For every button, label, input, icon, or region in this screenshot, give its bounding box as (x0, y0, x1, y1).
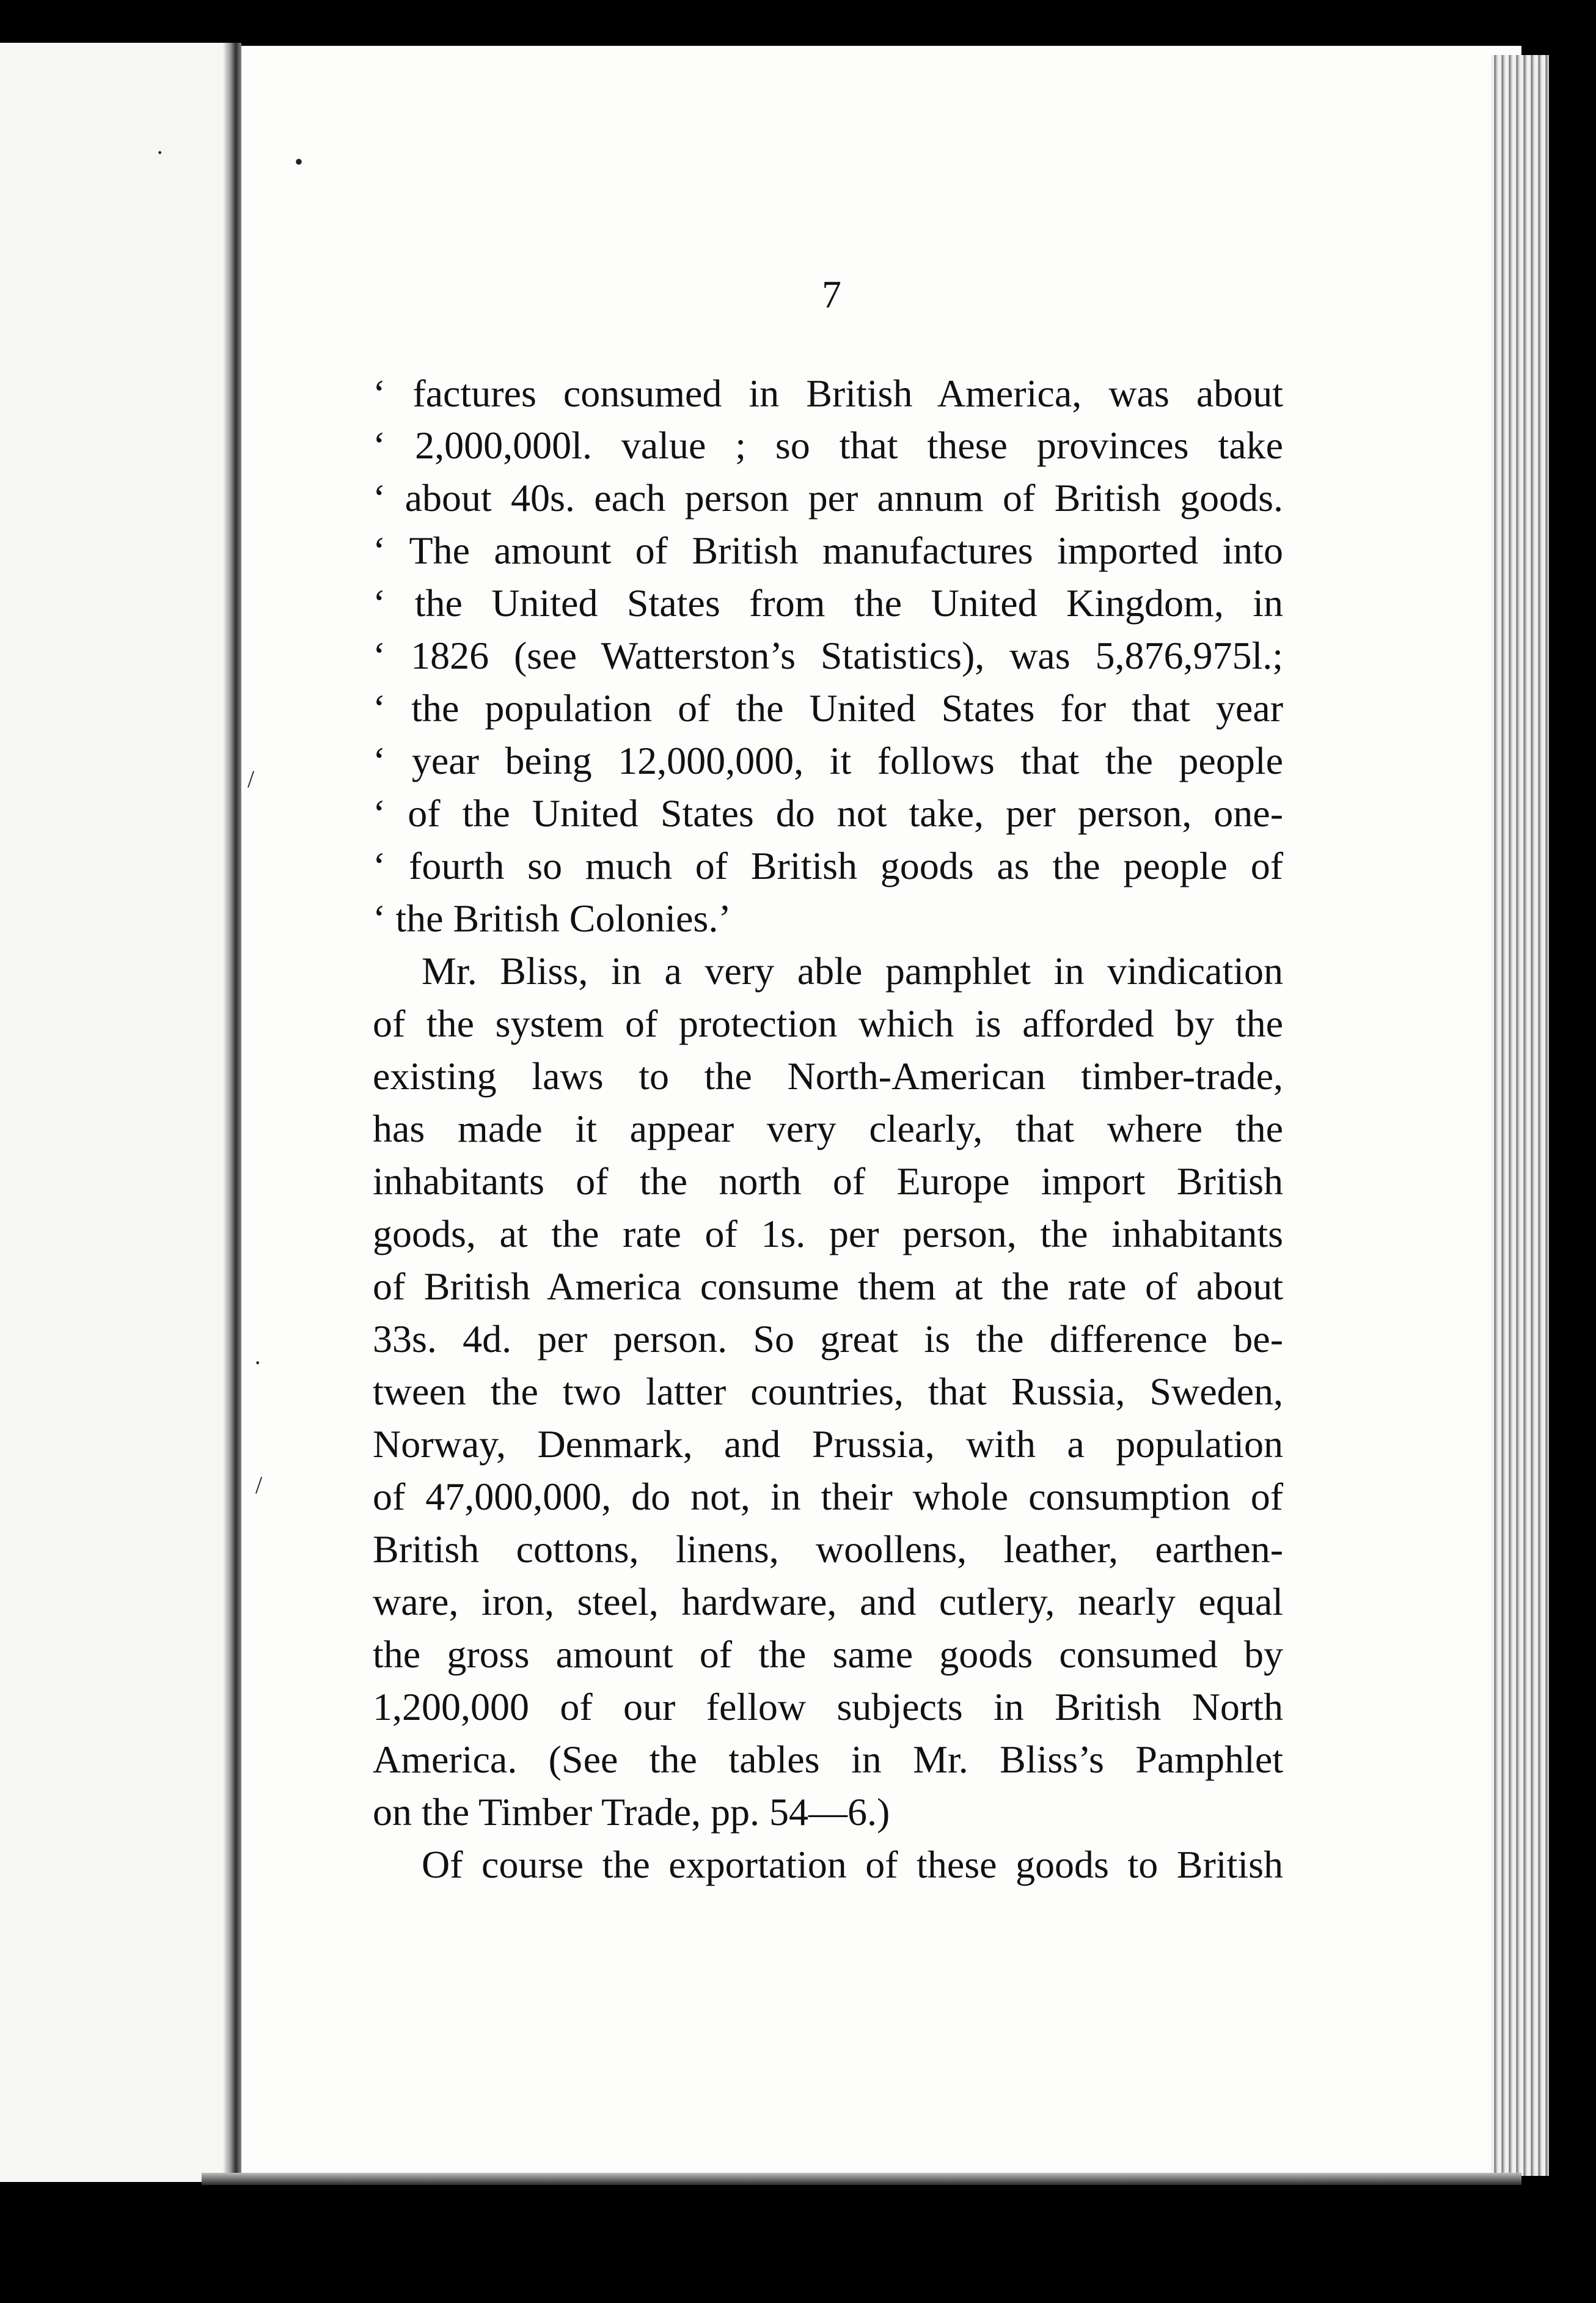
text-line: ‘ 1826 (see Watterston’s Statistics), was 5,876,975l.; (373, 634, 1283, 677)
text-line: Mr. Bliss, in a very able pamphlet in vindication (422, 949, 1283, 993)
text-line: tween the two latter countries, that Russia, Sweden, (373, 1370, 1283, 1413)
text-line: existing laws to the North-American timber-trade, (373, 1054, 1283, 1098)
ink-speck: · (156, 139, 164, 166)
text-line: goods, at the rate of 1s. per person, the inhabitants (373, 1212, 1283, 1255)
ink-speck: • (295, 148, 304, 175)
text-line: of the system of protection which is afforded by the (373, 1002, 1283, 1045)
text-line: has made it appear very clearly, that where the (373, 1107, 1283, 1150)
text-line: British cottons, linens, woollens, leather, earthen- (373, 1527, 1283, 1571)
page-edges (1491, 55, 1549, 2176)
text-line: the gross amount of the same goods consumed by (373, 1633, 1283, 1676)
previous-page (0, 43, 241, 2182)
book-spine (223, 43, 241, 2182)
text-line: ware, iron, steel, hardware, and cutlery, nearly equal (373, 1580, 1283, 1623)
text-line: ‘ year being 12,000,000, it follows that the people (373, 739, 1283, 782)
text-line: ‘ fourth so much of British goods as the people of (373, 844, 1283, 887)
text-line: of 47,000,000, do not, in their whole consumption of (373, 1475, 1283, 1518)
text-line: ‘ the United States from the United Kingdom, in (373, 581, 1283, 625)
text-line: ‘ the population of the United States for that year (373, 686, 1283, 730)
text-line: ‘ The amount of British manufactures imported into (373, 529, 1283, 572)
ink-speck: · (254, 1349, 262, 1376)
ink-speck: / (255, 1471, 263, 1499)
page-number: 7 (822, 273, 841, 316)
ink-speck: / (247, 765, 255, 793)
text-line: America. (See the tables in Mr. Bliss’s Pamphlet (373, 1738, 1283, 1781)
text-line: Norway, Denmark, and Prussia, with a population (373, 1422, 1283, 1466)
text-line: ‘ the British Colonies.’ (373, 897, 731, 940)
text-line: on the Timber Trade, pp. 54—6.) (373, 1790, 890, 1834)
text-line: ‘ of the United States do not take, per person, one- (373, 792, 1283, 835)
text-line: 33s. 4d. per person. So great is the difference be- (373, 1317, 1283, 1361)
text-line: inhabitants of the north of Europe import British (373, 1159, 1283, 1203)
text-line: Of course the exportation of these goods to British (422, 1843, 1283, 1886)
text-line: ‘ 2,000,000l. value ; so that these provinces take (373, 424, 1283, 467)
text-line: of British America consume them at the rate of about (373, 1265, 1283, 1308)
text-line: ‘ about 40s. each person per annum of British goods. (373, 476, 1283, 520)
page-bottom-shadow (202, 2173, 1521, 2185)
text-line: ‘ factures consumed in British America, was about (373, 372, 1283, 415)
text-line: 1,200,000 of our fellow subjects in British North (373, 1685, 1283, 1728)
